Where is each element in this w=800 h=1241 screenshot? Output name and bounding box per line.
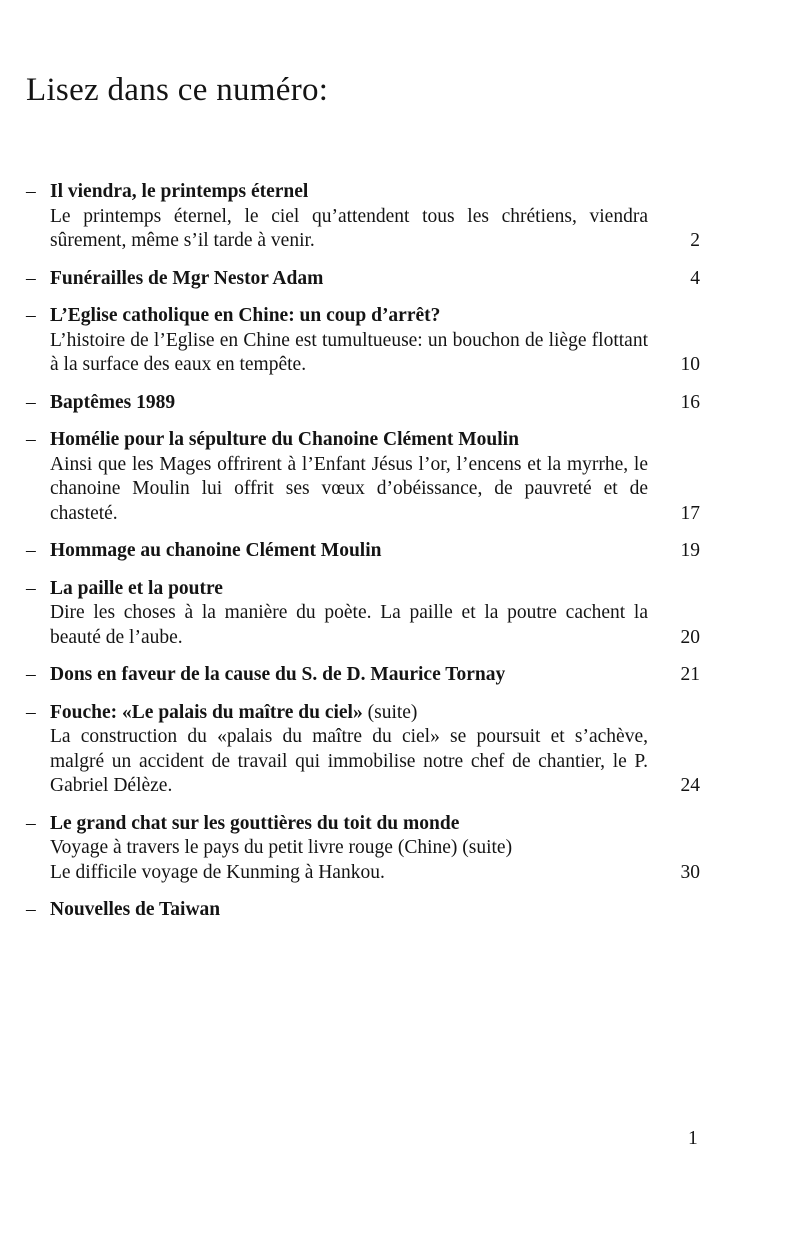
toc-entry [26,180,700,254]
bullet-dash: – [26,812,36,834]
toc-entry-title-text: Fouche: «Le palais du maître du ciel» [50,701,363,723]
toc-entry-page: 20 [680,626,700,648]
toc-entry [26,663,700,688]
bullet-dash: – [26,664,36,685]
toc-entry-page: 10 [680,354,700,375]
toc-entry-title: Il viendra, le printemps éternel [50,181,309,202]
toc-entry-title: Funérailles de Mgr Nestor Adam [50,267,324,289]
toc-entry-page: 2 [690,230,700,251]
bullet-dash: – [26,899,36,920]
toc-entry-description: Dire les choses à la manière du poète. La paille et la poutre cachent la beauté de l’aube. [50,602,648,648]
page-folio-number: 1 [688,1128,698,1149]
toc-entry-page: 4 [690,267,700,289]
toc-entry-title-suffix: (suite) [367,701,418,723]
bullet-dash: – [26,305,36,326]
bullet-dash: – [26,577,36,599]
toc-entry [26,701,700,799]
toc-entry-description-line: Voyage à travers le pays du petit livre rouge (Chine) (suite) [50,837,513,858]
toc-entry-page: 21 [680,664,700,685]
toc-entry [26,428,700,526]
bullet-dash: – [26,181,36,202]
bullet-dash: – [26,540,36,561]
toc-entry-description: Le printemps éternel, le ciel qu’attendent tous les chrétiens, viendra sûrement, même s’il tarde à venir. [50,205,648,251]
bullet-dash: – [26,391,36,413]
toc-entry-page: 19 [680,540,700,561]
bullet-dash: – [26,267,36,289]
toc-entry [26,898,700,923]
toc-entry-title: Le grand chat sur les gouttières du toit du monde [50,812,460,834]
toc-entry-page: 16 [680,391,700,413]
toc-entry [26,539,700,564]
toc-entry-title [50,701,700,726]
toc-entry-title: Nouvelles de Taiwan [50,899,221,920]
toc-entry-title: La paille et la poutre [50,577,223,599]
toc-entry-page: 30 [680,861,700,883]
toc-entry-description: Ainsi que les Mages offrirent à l’Enfant Jésus l’or, l’encens et la myrrhe, le chanoine Moulin lui offrit ses vœux d’obéissance, de pauvreté et de chasteté. [50,453,648,524]
toc-entry-title: L’Eglise catholique en Chine: un coup d’arrêt? [50,305,441,326]
toc-entry-page: 17 [680,502,700,524]
toc-entry [26,267,700,292]
toc-entry-description: L’histoire de l’Eglise en Chine est tumultueuse: un bouchon de liège flottant à la surface des eaux en tempête. [50,329,648,375]
toc-entry [26,577,700,651]
toc-entry [26,304,700,378]
toc-entry-title: Dons en faveur de la cause du S. de D. Maurice Tornay [50,664,506,685]
toc-entry-title: Hommage au chanoine Clément Moulin [50,540,382,561]
toc-entry-page: 24 [680,775,700,796]
toc-entry-description: La construction du «palais du maître du ciel» se poursuit et s’achève, malgré un accident de travail qui immobilise notre chef de chantier, le P. Gabriel Délèze. [50,726,648,796]
bullet-dash: – [26,429,36,450]
toc-entry-title: Homélie pour la sépulture du Chanoine Clément Moulin [50,429,519,450]
table-of-contents [26,180,700,936]
toc-entry [26,812,700,886]
bullet-dash: – [26,701,36,723]
toc-entry [26,391,700,416]
page-heading: Lisez dans ce numéro: [26,72,329,108]
toc-entry-description-line: Le difficile voyage de Kunming à Hankou. [50,861,385,883]
toc-entry-title: Baptêmes 1989 [50,391,176,413]
